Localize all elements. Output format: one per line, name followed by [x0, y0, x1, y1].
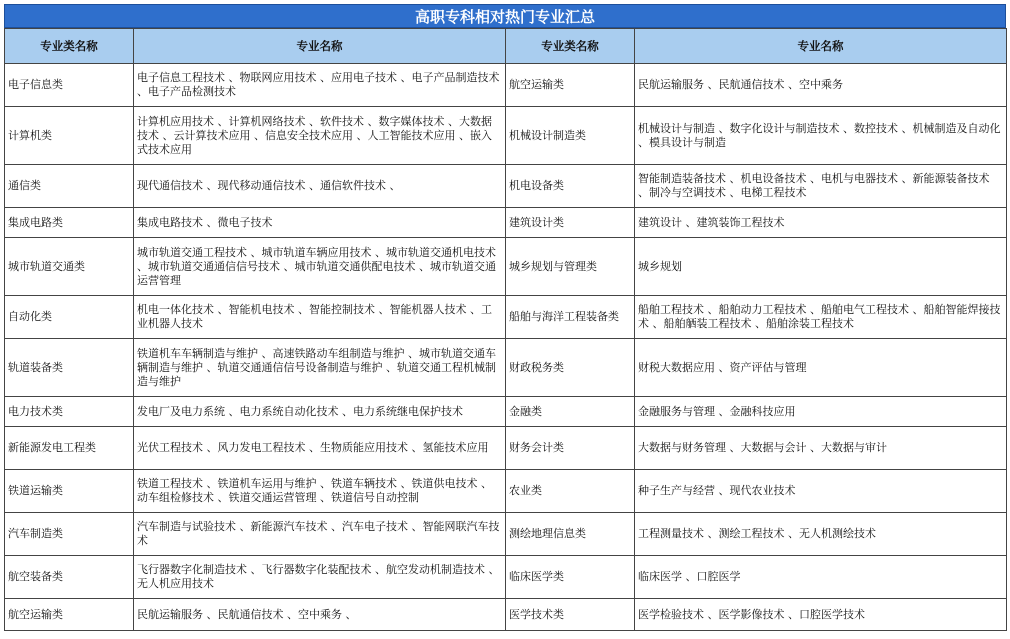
left-majors: 发电厂及电力系统 、电力系统自动化技术 、电力系统继电保护技术 [134, 397, 506, 427]
table-title: 高职专科相对热门专业汇总 [4, 4, 1006, 28]
left-category: 通信类 [5, 165, 134, 208]
table-row [5, 556, 1007, 599]
table-row [5, 165, 1007, 208]
table-row [5, 208, 1007, 238]
right-category: 机电设备类 [506, 165, 635, 208]
left-category: 轨道装备类 [5, 339, 134, 397]
table-row [5, 64, 1007, 107]
left-majors: 集成电路技术 、微电子技术 [134, 208, 506, 238]
right-category: 城乡规划与管理类 [506, 238, 635, 296]
right-majors: 民航运输服务 、民航通信技术 、空中乘务 [635, 64, 1007, 107]
left-majors: 机电一体化技术 、智能机电技术 、智能控制技术 、智能机器人技术 、工业机器人技术 [134, 296, 506, 339]
left-category: 航空装备类 [5, 556, 134, 599]
left-majors: 铁道机车车辆制造与维护 、高速铁路动车组制造与维护 、城市轨道交通车辆制造与维护 、轨道交通通信信号设备制造与维护 、轨道交通工程机械制造与维护 [134, 339, 506, 397]
right-majors: 医学检验技术 、医学影像技术 、口腔医学技术 [635, 599, 1007, 631]
left-majors: 民航运输服务 、民航通信技术 、空中乘务 、 [134, 599, 506, 631]
right-category: 建筑设计类 [506, 208, 635, 238]
table-row [5, 427, 1007, 470]
header-category-left: 专业类名称 [5, 29, 134, 64]
header-category-right: 专业类名称 [506, 29, 635, 64]
right-majors: 大数据与财务管理 、大数据与会计 、大数据与审计 [635, 427, 1007, 470]
right-category: 临床医学类 [506, 556, 635, 599]
left-majors: 汽车制造与试验技术 、新能源汽车技术 、汽车电子技术 、智能网联汽车技术 [134, 513, 506, 556]
left-category: 自动化类 [5, 296, 134, 339]
right-category: 金融类 [506, 397, 635, 427]
table-row [5, 107, 1007, 165]
table-row [5, 397, 1007, 427]
table-row [5, 470, 1007, 513]
table-row [5, 296, 1007, 339]
left-category: 铁道运输类 [5, 470, 134, 513]
summary-table-container [4, 4, 1006, 631]
table-row [5, 238, 1007, 296]
right-majors: 船舶工程技术 、船舶动力工程技术 、船舶电气工程技术 、船舶智能焊接技术 、船舶舾装工程技术 、船舶涂装工程技术 [635, 296, 1007, 339]
right-majors: 财税大数据应用 、资产评估与管理 [635, 339, 1007, 397]
left-category: 电力技术类 [5, 397, 134, 427]
header-row [5, 29, 1007, 64]
left-category: 计算机类 [5, 107, 134, 165]
right-category: 财务会计类 [506, 427, 635, 470]
right-majors: 智能制造装备技术 、机电设备技术 、电机与电器技术 、新能源装备技术 、制冷与空调技术 、电梯工程技术 [635, 165, 1007, 208]
left-majors: 光伏工程技术 、风力发电工程技术 、生物质能应用技术 、氢能技术应用 [134, 427, 506, 470]
left-majors: 飞行器数字化制造技术 、飞行器数字化装配技术 、航空发动机制造技术 、无人机应用技术 [134, 556, 506, 599]
right-majors: 工程测量技术 、测绘工程技术 、无人机测绘技术 [635, 513, 1007, 556]
left-category: 集成电路类 [5, 208, 134, 238]
header-majors-left: 专业名称 [134, 29, 506, 64]
right-majors: 金融服务与管理 、金融科技应用 [635, 397, 1007, 427]
right-category: 航空运输类 [506, 64, 635, 107]
left-category: 航空运输类 [5, 599, 134, 631]
table-row [5, 339, 1007, 397]
left-majors: 电子信息工程技术 、物联网应用技术 、应用电子技术 、电子产品制造技术 、电子产品检测技术 [134, 64, 506, 107]
left-majors: 计算机应用技术 、计算机网络技术 、软件技术 、数字媒体技术 、大数据技术 、云计算技术应用 、信息安全技术应用 、人工智能技术应用 、嵌入式技术应用 [134, 107, 506, 165]
right-category: 测绘地理信息类 [506, 513, 635, 556]
left-majors: 现代通信技术 、现代移动通信技术 、通信软件技术 、 [134, 165, 506, 208]
left-category: 城市轨道交通类 [5, 238, 134, 296]
header-majors-right: 专业名称 [635, 29, 1007, 64]
table-row [5, 599, 1007, 631]
right-majors: 种子生产与经营 、现代农业技术 [635, 470, 1007, 513]
left-majors: 城市轨道交通工程技术 、城市轨道车辆应用技术 、城市轨道交通机电技术 、城市轨道交通通信信号技术 、城市轨道交通供配电技术 、城市轨道交通运营管理 [134, 238, 506, 296]
right-majors: 城乡规划 [635, 238, 1007, 296]
right-category: 船舶与海洋工程装备类 [506, 296, 635, 339]
right-category: 医学技术类 [506, 599, 635, 631]
right-majors: 建筑设计 、建筑装饰工程技术 [635, 208, 1007, 238]
left-category: 新能源发电工程类 [5, 427, 134, 470]
left-majors: 铁道工程技术 、铁道机车运用与维护 、铁道车辆技术 、铁道供电技术 、动车组检修技术 、铁道交通运营管理 、铁道信号自动控制 [134, 470, 506, 513]
right-majors: 临床医学 、口腔医学 [635, 556, 1007, 599]
right-category: 财政税务类 [506, 339, 635, 397]
table-row [5, 513, 1007, 556]
majors-table [4, 28, 1007, 631]
left-category: 电子信息类 [5, 64, 134, 107]
right-category: 农业类 [506, 470, 635, 513]
left-category: 汽车制造类 [5, 513, 134, 556]
right-majors: 机械设计与制造 、数字化设计与制造技术 、数控技术 、机械制造及自动化 、模具设计与制造 [635, 107, 1007, 165]
right-category: 机械设计制造类 [506, 107, 635, 165]
